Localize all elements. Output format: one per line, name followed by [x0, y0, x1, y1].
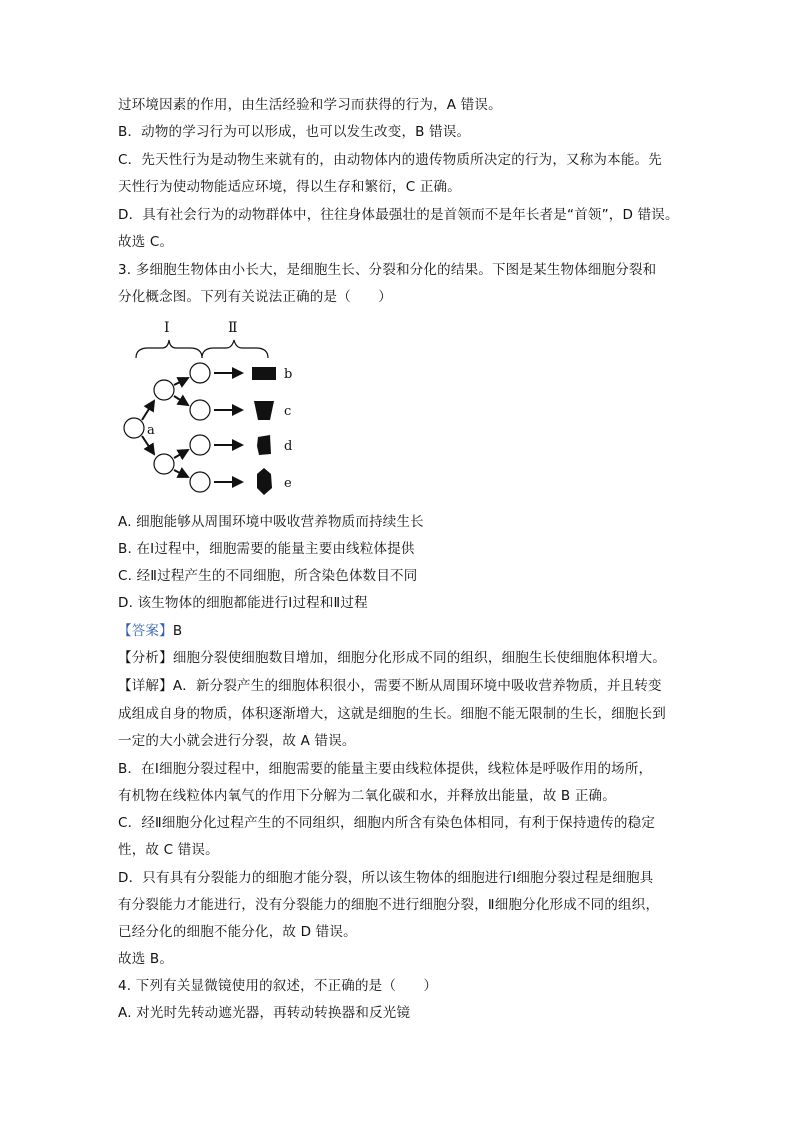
detail-line: 已经分化的细胞不能分化，故 D 错误。: [118, 924, 357, 940]
cell-upper: [154, 380, 174, 400]
cell-c: [254, 401, 274, 420]
question-stem: 3. 多细胞生物体由小长大，是细胞生长、分裂和分化的结果。下图是某生物体细胞分裂和: [118, 262, 657, 278]
label-d: d: [284, 439, 293, 454]
cell-d: [257, 435, 271, 455]
answer-line: [118, 621, 182, 641]
detail-tag: 【详解】: [118, 678, 173, 694]
detail-line: 成组成自身的物质，体积逐渐增大，这就是细胞的生长。细胞不能无限制的生长，细胞长到: [118, 706, 666, 722]
detail-line: 有分裂能力才能进行，没有分裂能力的细胞不进行细胞分裂，Ⅱ细胞分化形成不同的组织，: [118, 897, 660, 913]
label-e: e: [284, 476, 292, 491]
detail-line: C．经Ⅱ细胞分化过程产生的不同组织，细胞内所含有染色体相同，有利于保持遗传的稳定: [118, 815, 656, 831]
cell-b0: [190, 363, 210, 383]
text-line: 故选 C。: [118, 234, 174, 250]
detail-line: [118, 676, 662, 696]
text-line: 天性行为使动物能适应环境，得以生存和繁衍，C 正确。: [118, 179, 461, 195]
option-a: A. 对光时先转动遮光器，再转动转换器和反光镜: [118, 1005, 411, 1021]
text-line: 过环境因素的作用，由生活经验和学习而获得的行为，A 错误。: [118, 97, 502, 113]
detail-line: 性，故 C 错误。: [118, 842, 219, 858]
cell-e: [257, 468, 272, 495]
arrow: [174, 378, 188, 385]
label-a: a: [147, 423, 155, 438]
question-stem: 4. 下列有关显微镜使用的叙述，不正确的是（ ）: [118, 978, 438, 994]
text-line: D．具有社会行为的动物群体中，往往身体最强壮的是首领而不是年长者是“首领”，D 错误。: [118, 207, 679, 223]
analysis-text: 细胞分裂使细胞数目增加，细胞分化形成不同的组织，细胞生长使细胞体积增大。: [172, 650, 667, 666]
detail-line: 有机物在线粒体内氧气的作用下分解为二氧化碳和水，并释放出能量，故 B 正确。: [118, 788, 616, 804]
detail-line: 一定的大小就会进行分裂，故 A 错误。: [118, 733, 356, 749]
cell-b: [252, 367, 276, 380]
cell-d0: [190, 435, 210, 455]
analysis-tag: 【分析】: [118, 650, 173, 666]
conclusion-line: 故选 B。: [118, 951, 174, 967]
cell-division-differentiation-diagram: [118, 316, 318, 502]
question-stem: 分化概念图。下列有关说法正确的是（ ）: [118, 289, 392, 305]
detail-text: A．新分裂产生的细胞体积很小，需要不断从周围环境中吸收营养物质，并且转变: [172, 678, 662, 694]
option-d: D. 该生物体的细胞都能进行Ⅰ过程和Ⅱ过程: [118, 595, 368, 611]
arrow: [174, 450, 188, 458]
text-line: C．先天性行为是动物生来就有的，由动物体内的遗传物质所决定的行为，又称为本能。先: [118, 152, 662, 168]
detail-line: B．在Ⅰ细胞分裂过程中，细胞需要的能量主要由线粒体提供，线粒体是呼吸作用的场所，: [118, 761, 653, 777]
label-b: b: [284, 367, 293, 382]
detail-line: D．只有具有分裂能力的细胞才能分裂，所以该生物体的细胞进行Ⅰ细胞分裂过程是细胞具: [118, 870, 654, 886]
arrow: [142, 436, 154, 454]
arrow: [174, 396, 188, 405]
label-I: Ⅰ: [164, 320, 170, 336]
arrow: [142, 401, 154, 420]
answer-tag: 【答案】: [118, 623, 173, 639]
brace-I: [136, 340, 202, 358]
analysis-line: [118, 648, 666, 668]
option-a: A. 细胞能够从周围环境中吸收营养物质而持续生长: [118, 514, 424, 530]
arrow: [174, 470, 188, 477]
option-b: B. 在Ⅰ过程中，细胞需要的能量主要由线粒体提供: [118, 541, 415, 557]
cell-e0: [190, 472, 210, 492]
label-c: c: [284, 404, 292, 419]
brace-II: [202, 340, 268, 358]
label-II: Ⅱ: [228, 320, 238, 336]
text-line: B．动物的学习行为可以形成，也可以发生改变，B 错误。: [118, 124, 471, 140]
answer-value: B: [172, 623, 183, 639]
cell-lower: [154, 454, 174, 474]
cell-c0: [190, 400, 210, 420]
cell-a: [124, 418, 144, 438]
option-c: C. 经Ⅱ过程产生的不同细胞，所含染色体数目不同: [118, 568, 418, 584]
